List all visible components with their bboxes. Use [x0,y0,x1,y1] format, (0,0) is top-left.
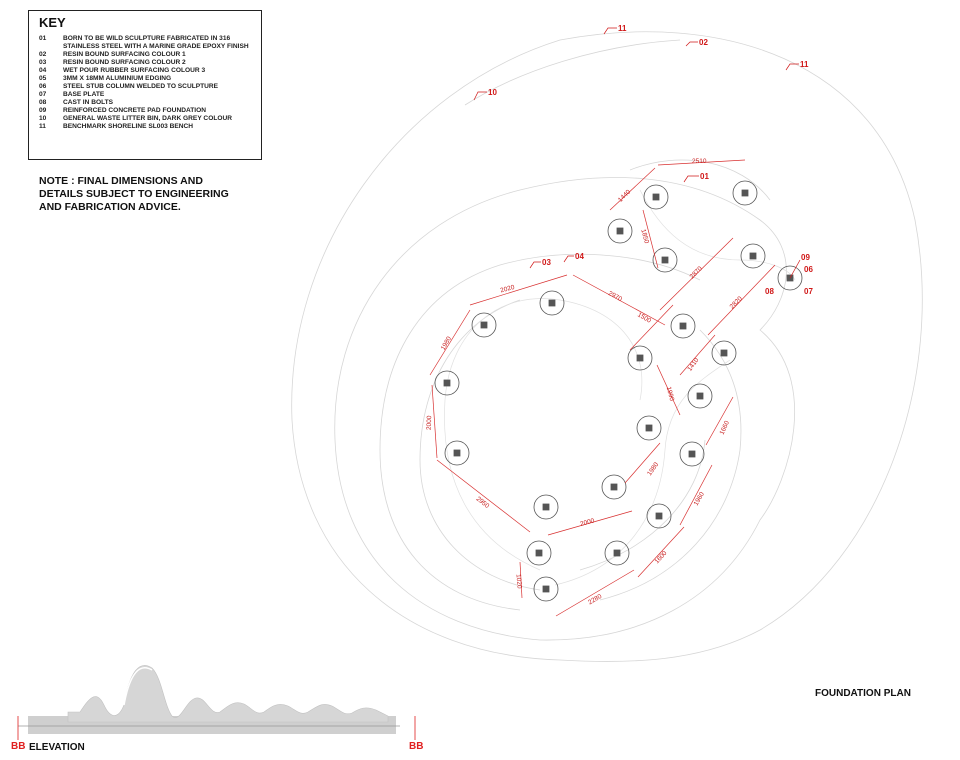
foundation-pad [644,185,668,209]
sculpture-tail-outline [555,360,730,585]
key-item-text: RESIN BOUND SURFACING COLOUR 1 [63,51,186,58]
dimension-label: 2280 [587,593,604,607]
elevation-drawing [18,665,415,740]
foundation-pad [671,314,695,338]
foundation-pad [534,577,558,601]
foundation-plan-title: FOUNDATION PLAN [815,688,911,699]
key-item-number: 03 [39,59,47,66]
site-boundary-lines [292,32,923,662]
elevation-title: ELEVATION [29,742,85,753]
key-title: KEY [39,15,66,30]
foundation-pad [680,442,704,466]
key-item-number: 04 [39,67,47,74]
callout-10: 10 [488,88,497,97]
callout-03: 03 [542,258,551,267]
key-item-text: BASE PLATE [63,91,105,98]
foundation-pad [647,504,671,528]
sculpture-loop-outline [444,298,641,570]
callout-01: 01 [700,172,709,181]
dimension-label: 1410 [686,356,701,373]
key-item-text: REINFORCED CONCRETE PAD FOUNDATION [63,107,206,114]
key-item-text: GENERAL WASTE LITTER BIN, DARK GREY COLOUR [63,115,233,122]
dimension-line [610,168,655,210]
dimension-label: 1980 [439,335,454,352]
foundation-pad [741,244,765,268]
dimension-label: 1980 [646,461,661,478]
dimension-label: 2950 [474,495,491,510]
outer-boundary [292,32,923,662]
sculpture-outline [444,190,795,585]
callout-leader [686,42,698,46]
callout-leader [684,176,699,182]
callout-09: 09 [801,253,810,262]
design-note: NOTE : FINAL DIMENSIONS AND DETAILS SUBJECT TO ENGINEERING AND FABRICATION ADVICE. [39,175,229,213]
dimension-label: 1960 [692,491,706,508]
callout-08: 08 [765,287,774,296]
key-item-text: STEEL STUB COLUMN WELDED TO SCULPTURE [63,83,219,90]
foundation-pad [637,416,661,440]
key-item-number: 10 [39,115,47,122]
foundation-pad [688,384,712,408]
foundation-pad [653,248,677,272]
dimension-label: 1660 [718,419,732,436]
path-edge-1 [380,254,700,610]
callout-11-top: 11 [618,24,627,33]
dimension-label: 2000 [579,517,596,528]
foundation-pad [628,346,652,370]
key-item-number: 09 [39,107,47,114]
bench-curve [465,40,680,105]
key-item-number: 02 [39,51,47,58]
foundation-pad [608,219,632,243]
key-item-text: CAST IN BOLTS [63,99,114,106]
key-item-text: RESIN BOUND SURFACING COLOUR 2 [63,59,186,66]
callout-leaders [474,28,800,281]
dimension-label: 1600 [653,549,669,566]
dimension-label: 1020 [514,573,523,589]
dimension-lines [430,160,775,616]
section-marker-left: BB [11,741,26,752]
key-item-number: 11 [39,123,46,130]
foundation-pad [445,441,469,465]
key-item-number: 06 [39,83,47,90]
dimension-label: 1440 [616,188,633,204]
key-item-text: BENCHMARK SHORELINE SL003 BENCH [63,123,194,130]
section-marker-right: BB [409,741,424,752]
dimension-label: 2820 [728,295,744,311]
key-item-text: WET POUR RUBBER SURFACING COLOUR 3 [63,67,206,74]
dimension-label: 1500 [636,311,653,325]
dimension-label: 2870 [688,265,704,281]
callout-11-right: 11 [800,60,809,69]
dimension-label: 1850 [639,228,650,245]
path-edge-4 [580,440,705,570]
sculpture-elevation-profile [68,665,388,722]
key-item-text: 3MM X 18MM ALUMINIUM EDGING [63,75,172,82]
path-edge-2 [420,300,540,590]
callout-02: 02 [699,38,708,47]
callout-07: 07 [804,287,813,296]
dimension-line [706,397,733,445]
foundation-pad [605,541,629,565]
foundation-pad [540,291,564,315]
dimension-label: 2970 [606,290,624,304]
callout-04: 04 [575,252,584,261]
callout-leader [530,262,541,268]
dimension-label: 1990 [664,385,676,402]
path-edge-3 [600,330,741,600]
dimension-label: 2510 [692,158,707,165]
callout-06: 06 [804,265,813,274]
key-item-number: 05 [39,75,47,82]
foundation-pad [534,495,558,519]
dimension-label: 2020 [499,283,516,295]
foundation-pad [602,475,626,499]
foundation-pad [527,541,551,565]
key-item-text: BORN TO BE WILD SCULPTURE FABRICATED IN 316 STAINLESS STEEL WITH A MARINE GRADE EPOXY FINISH [63,35,249,50]
sculpture-head-outline [640,190,795,280]
inner-boundary [335,178,795,641]
dimension-line [630,305,673,350]
callout-leader [564,256,574,262]
key-item-number: 08 [39,99,47,106]
dimension-labels [426,158,744,606]
dimension-label: 2000 [425,415,434,431]
foundation-pad [435,371,459,395]
key-item-number: 01 [39,35,47,42]
key-item-number: 07 [39,91,47,98]
dimension-line [437,460,530,532]
foundation-pad [733,181,757,205]
dimension-line [680,465,712,525]
